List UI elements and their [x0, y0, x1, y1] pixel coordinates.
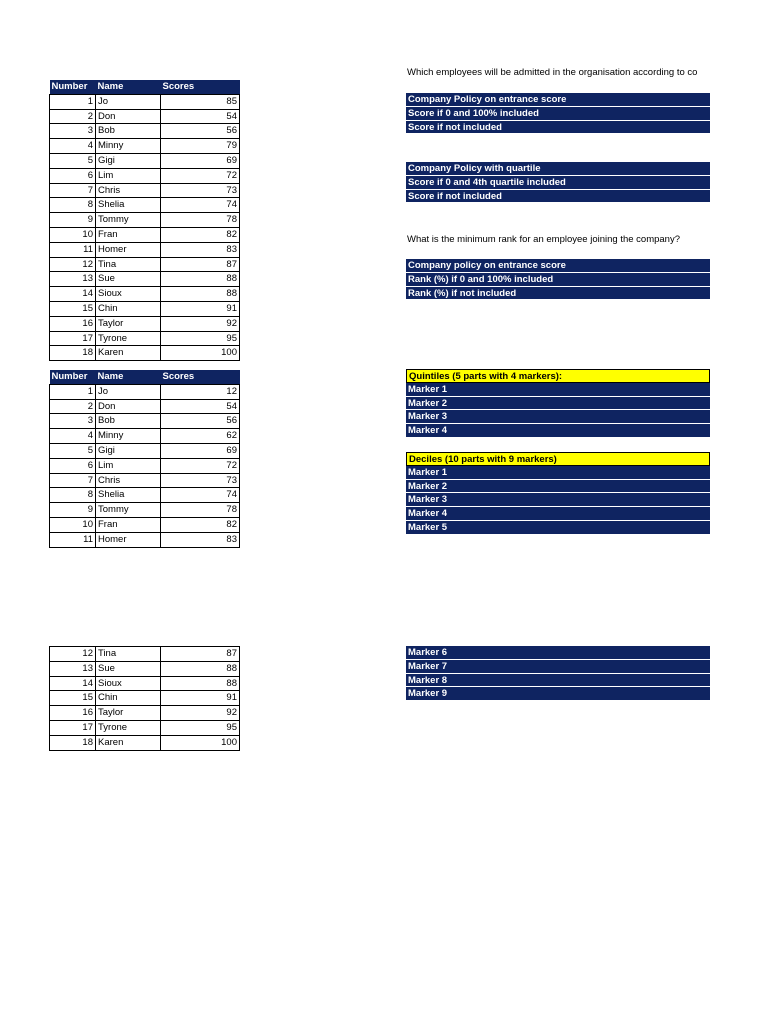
table-header-row [50, 80, 240, 94]
row-number: 18 [50, 735, 96, 750]
row-score: 100 [161, 346, 240, 361]
quintiles-block [406, 369, 710, 438]
row-name: Chris [96, 473, 161, 488]
quintile-marker: Marker 1 [406, 383, 710, 397]
deciles-block [406, 452, 710, 535]
decile-marker: Marker 5 [406, 521, 710, 535]
policy-quartile-excluded: Score if not included [406, 190, 710, 204]
row-name: Homer [96, 242, 161, 257]
question-admitted: Which employees will be admitted in the organisation according to co [407, 67, 698, 78]
policy-quartile-included: Score if 0 and 4th quartile included [406, 176, 710, 190]
row-number: 14 [50, 287, 96, 302]
row-name: Karen [96, 346, 161, 361]
row-number: 11 [50, 532, 96, 547]
row-name: Minny [96, 429, 161, 444]
policy-rank-block [406, 259, 710, 300]
row-number: 2 [50, 399, 96, 414]
row-score: 92 [161, 706, 240, 721]
row-number: 17 [50, 331, 96, 346]
row-name: Chin [96, 301, 161, 316]
row-number: 17 [50, 720, 96, 735]
table-row [50, 198, 240, 213]
row-number: 8 [50, 198, 96, 213]
row-score: 88 [161, 676, 240, 691]
row-name: Don [96, 399, 161, 414]
table-row [50, 316, 240, 331]
table-row [50, 139, 240, 154]
quintile-marker: Marker 3 [406, 410, 710, 424]
deciles-continued-block [406, 646, 710, 701]
row-number: 3 [50, 124, 96, 139]
row-score: 88 [161, 287, 240, 302]
row-number: 7 [50, 473, 96, 488]
table-row [50, 517, 240, 532]
table-header-row [50, 370, 240, 384]
table-row [50, 473, 240, 488]
row-number: 9 [50, 213, 96, 228]
table-row [50, 647, 240, 662]
table-row [50, 488, 240, 503]
decile-marker: Marker 9 [406, 687, 710, 701]
row-score: 69 [161, 443, 240, 458]
row-name: Bob [96, 414, 161, 429]
row-score: 83 [161, 242, 240, 257]
table-row [50, 443, 240, 458]
row-score: 69 [161, 153, 240, 168]
row-name: Fran [96, 227, 161, 242]
row-name: Fran [96, 517, 161, 532]
header-scores: Scores [161, 80, 240, 94]
table-row [50, 414, 240, 429]
decile-marker: Marker 6 [406, 646, 710, 660]
decile-marker: Marker 2 [406, 480, 710, 494]
table-row [50, 661, 240, 676]
table-row [50, 227, 240, 242]
policy-score-title: Company Policy on entrance score [406, 93, 710, 107]
row-score: 82 [161, 517, 240, 532]
row-score: 91 [161, 691, 240, 706]
decile-marker: Marker 7 [406, 660, 710, 674]
row-score: 74 [161, 488, 240, 503]
decile-marker: Marker 8 [406, 674, 710, 688]
row-name: Minny [96, 139, 161, 154]
table-row [50, 213, 240, 228]
row-name: Taylor [96, 316, 161, 331]
row-name: Tyrone [96, 331, 161, 346]
row-number: 12 [50, 257, 96, 272]
row-number: 15 [50, 691, 96, 706]
row-score: 82 [161, 227, 240, 242]
row-number: 18 [50, 346, 96, 361]
table-row [50, 109, 240, 124]
row-number: 3 [50, 414, 96, 429]
row-score: 100 [161, 735, 240, 750]
row-score: 62 [161, 429, 240, 444]
row-number: 5 [50, 153, 96, 168]
row-number: 2 [50, 109, 96, 124]
row-score: 92 [161, 316, 240, 331]
row-number: 4 [50, 429, 96, 444]
table-row [50, 532, 240, 547]
decile-marker: Marker 4 [406, 507, 710, 521]
policy-score-included: Score if 0 and 100% included [406, 107, 710, 121]
row-score: 73 [161, 183, 240, 198]
table-row [50, 735, 240, 750]
row-score: 54 [161, 399, 240, 414]
scores-table-2-continued [49, 646, 240, 751]
row-number: 13 [50, 272, 96, 287]
row-number: 15 [50, 301, 96, 316]
table-row [50, 153, 240, 168]
table-row [50, 168, 240, 183]
table-row [50, 346, 240, 361]
deciles-title: Deciles (10 parts with 9 markers) [406, 452, 710, 466]
row-name: Tommy [96, 213, 161, 228]
row-name: Tina [96, 257, 161, 272]
policy-quartile-title: Company Policy with quartile [406, 162, 710, 176]
table-row [50, 183, 240, 198]
row-number: 8 [50, 488, 96, 503]
row-score: 95 [161, 331, 240, 346]
row-name: Sue [96, 272, 161, 287]
row-score: 72 [161, 168, 240, 183]
question-min-rank: What is the minimum rank for an employee joining the company? [407, 234, 680, 245]
row-score: 95 [161, 720, 240, 735]
policy-quartile-block [406, 162, 710, 203]
row-number: 14 [50, 676, 96, 691]
header-number: Number [50, 80, 96, 94]
scores-table-2 [49, 370, 240, 548]
table-row [50, 257, 240, 272]
header-name: Name [96, 80, 161, 94]
row-number: 13 [50, 661, 96, 676]
row-number: 9 [50, 503, 96, 518]
table-row [50, 301, 240, 316]
header-scores: Scores [161, 370, 240, 384]
row-score: 88 [161, 272, 240, 287]
table-row [50, 676, 240, 691]
table-row [50, 706, 240, 721]
row-number: 12 [50, 647, 96, 662]
row-name: Tina [96, 647, 161, 662]
row-name: Chin [96, 691, 161, 706]
decile-marker: Marker 1 [406, 466, 710, 480]
header-name: Name [96, 370, 161, 384]
policy-score-excluded: Score if not included [406, 121, 710, 135]
table-row [50, 429, 240, 444]
row-name: Shelia [96, 198, 161, 213]
row-number: 1 [50, 94, 96, 109]
row-name: Chris [96, 183, 161, 198]
row-name: Lim [96, 168, 161, 183]
header-number: Number [50, 370, 96, 384]
row-number: 16 [50, 316, 96, 331]
table-row [50, 272, 240, 287]
row-number: 11 [50, 242, 96, 257]
row-name: Gigi [96, 443, 161, 458]
row-name: Bob [96, 124, 161, 139]
table-row [50, 691, 240, 706]
table-row [50, 503, 240, 518]
row-number: 10 [50, 227, 96, 242]
row-number: 10 [50, 517, 96, 532]
row-score: 87 [161, 257, 240, 272]
row-score: 88 [161, 661, 240, 676]
row-score: 87 [161, 647, 240, 662]
row-name: Karen [96, 735, 161, 750]
row-name: Tommy [96, 503, 161, 518]
row-score: 74 [161, 198, 240, 213]
row-score: 12 [161, 384, 240, 399]
row-score: 56 [161, 414, 240, 429]
row-number: 1 [50, 384, 96, 399]
row-score: 78 [161, 503, 240, 518]
row-score: 79 [161, 139, 240, 154]
row-name: Sioux [96, 676, 161, 691]
quintiles-title: Quintiles (5 parts with 4 markers): [406, 369, 710, 383]
row-name: Sioux [96, 287, 161, 302]
table-row [50, 242, 240, 257]
row-name: Jo [96, 94, 161, 109]
quintile-marker: Marker 2 [406, 397, 710, 411]
row-score: 56 [161, 124, 240, 139]
row-number: 4 [50, 139, 96, 154]
row-number: 16 [50, 706, 96, 721]
row-name: Sue [96, 661, 161, 676]
row-number: 5 [50, 443, 96, 458]
table-row [50, 331, 240, 346]
row-name: Jo [96, 384, 161, 399]
table-row [50, 384, 240, 399]
row-number: 6 [50, 458, 96, 473]
row-score: 73 [161, 473, 240, 488]
table-row [50, 124, 240, 139]
table-row [50, 720, 240, 735]
row-number: 6 [50, 168, 96, 183]
policy-rank-included: Rank (%) if 0 and 100% included [406, 273, 710, 287]
row-score: 54 [161, 109, 240, 124]
table-row [50, 458, 240, 473]
decile-marker: Marker 3 [406, 493, 710, 507]
quintile-marker: Marker 4 [406, 424, 710, 438]
row-name: Lim [96, 458, 161, 473]
table-row [50, 399, 240, 414]
row-name: Shelia [96, 488, 161, 503]
policy-score-block [406, 93, 710, 134]
row-name: Taylor [96, 706, 161, 721]
row-score: 85 [161, 94, 240, 109]
scores-table-1 [49, 80, 240, 361]
row-score: 91 [161, 301, 240, 316]
row-name: Tyrone [96, 720, 161, 735]
row-name: Gigi [96, 153, 161, 168]
row-number: 7 [50, 183, 96, 198]
row-name: Homer [96, 532, 161, 547]
row-score: 83 [161, 532, 240, 547]
policy-rank-excluded: Rank (%) if not included [406, 287, 710, 301]
row-score: 72 [161, 458, 240, 473]
table-row [50, 94, 240, 109]
policy-rank-title: Company policy on entrance score [406, 259, 710, 273]
row-name: Don [96, 109, 161, 124]
table-row [50, 287, 240, 302]
row-score: 78 [161, 213, 240, 228]
